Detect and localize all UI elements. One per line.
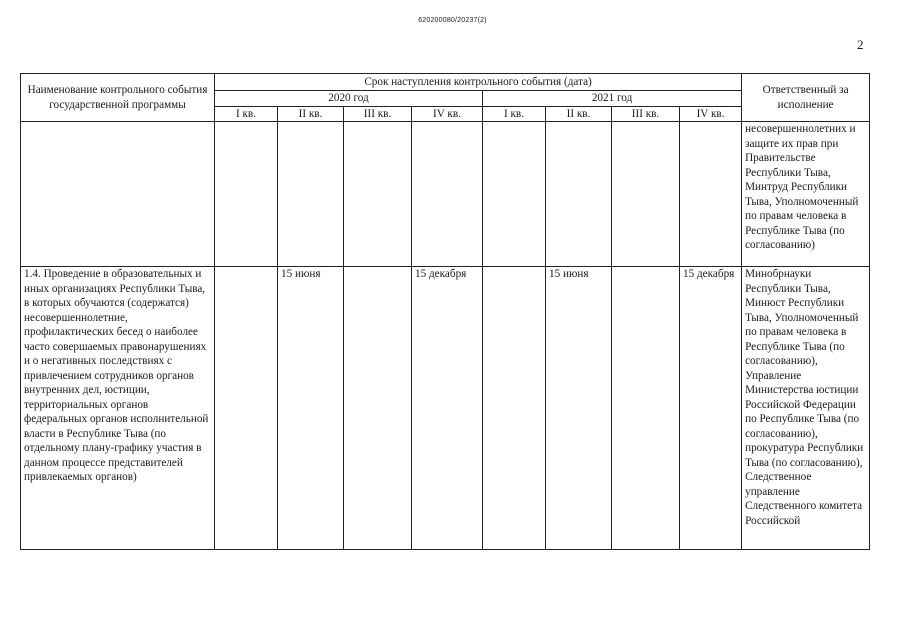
column-header-responsible: Ответственный за исполнение bbox=[742, 74, 870, 122]
year-header-2020: 2020 год bbox=[215, 91, 483, 107]
quarter-header: III кв. bbox=[612, 106, 680, 122]
date-2020-q4: 15 декабря bbox=[412, 267, 483, 550]
responsible-continuation: несовершеннолетних и защите их прав при Правительстве Республики Тыва, Минтруд Республики Тыва, Уполномоченный по правам человека в Республике Тыва (по согласованию) bbox=[742, 122, 870, 267]
column-header-event-name: Наименование контрольного события государственной программы bbox=[21, 74, 215, 122]
table-row-continuation bbox=[21, 122, 870, 267]
date-2021-q2: 15 июня bbox=[546, 267, 612, 550]
page-number: 2 bbox=[857, 37, 864, 52]
table-cell-empty bbox=[21, 122, 215, 267]
table-row-event-1-4 bbox=[21, 267, 870, 550]
document-id: 620200080/20237(2) bbox=[418, 17, 487, 24]
quarter-header: III кв. bbox=[344, 106, 412, 122]
date-2020-q1 bbox=[215, 267, 278, 550]
control-events-table bbox=[20, 73, 870, 550]
date-2020-q3 bbox=[344, 267, 412, 550]
quarter-header: I кв. bbox=[215, 106, 278, 122]
event-name: 1.4. Проведение в образовательных и иных организациях Республики Тыва, в которых обучаются (содержатся) несовершеннолетние, профилактических бесед о наиболее часто совершаемых правонарушениях и о негативных последствиях с привлечением сотрудников органов внутренних дел, юстиции, территориальных органов федеральных органов исполнительной власти в Республике Тыва (по отдельному плану-графику участия в данном процессе представителей привлекаемых органов) bbox=[21, 267, 215, 550]
date-2020-q2: 15 июня bbox=[278, 267, 344, 550]
quarter-header: IV кв. bbox=[412, 106, 483, 122]
date-2021-q1 bbox=[483, 267, 546, 550]
year-header-2021: 2021 год bbox=[483, 91, 742, 107]
quarter-header: II кв. bbox=[546, 106, 612, 122]
date-2021-q3 bbox=[612, 267, 680, 550]
column-header-period: Срок наступления контрольного события (дата) bbox=[215, 74, 742, 91]
quarter-header: I кв. bbox=[483, 106, 546, 122]
date-2021-q4: 15 декабря bbox=[680, 267, 742, 550]
quarter-header: IV кв. bbox=[680, 106, 742, 122]
quarter-header: II кв. bbox=[278, 106, 344, 122]
responsible: Минобрнауки Республики Тыва, Минюст Республики Тыва, Уполномоченный по правам человека в Республике Тыва (по согласованию), Управление Министерства юстиции Российской Федерации по Республике Тыва (по согласованию), прокуратура Республики Тыва (по согласованию), Следственное управление Следственного комитета Российской bbox=[742, 267, 870, 550]
